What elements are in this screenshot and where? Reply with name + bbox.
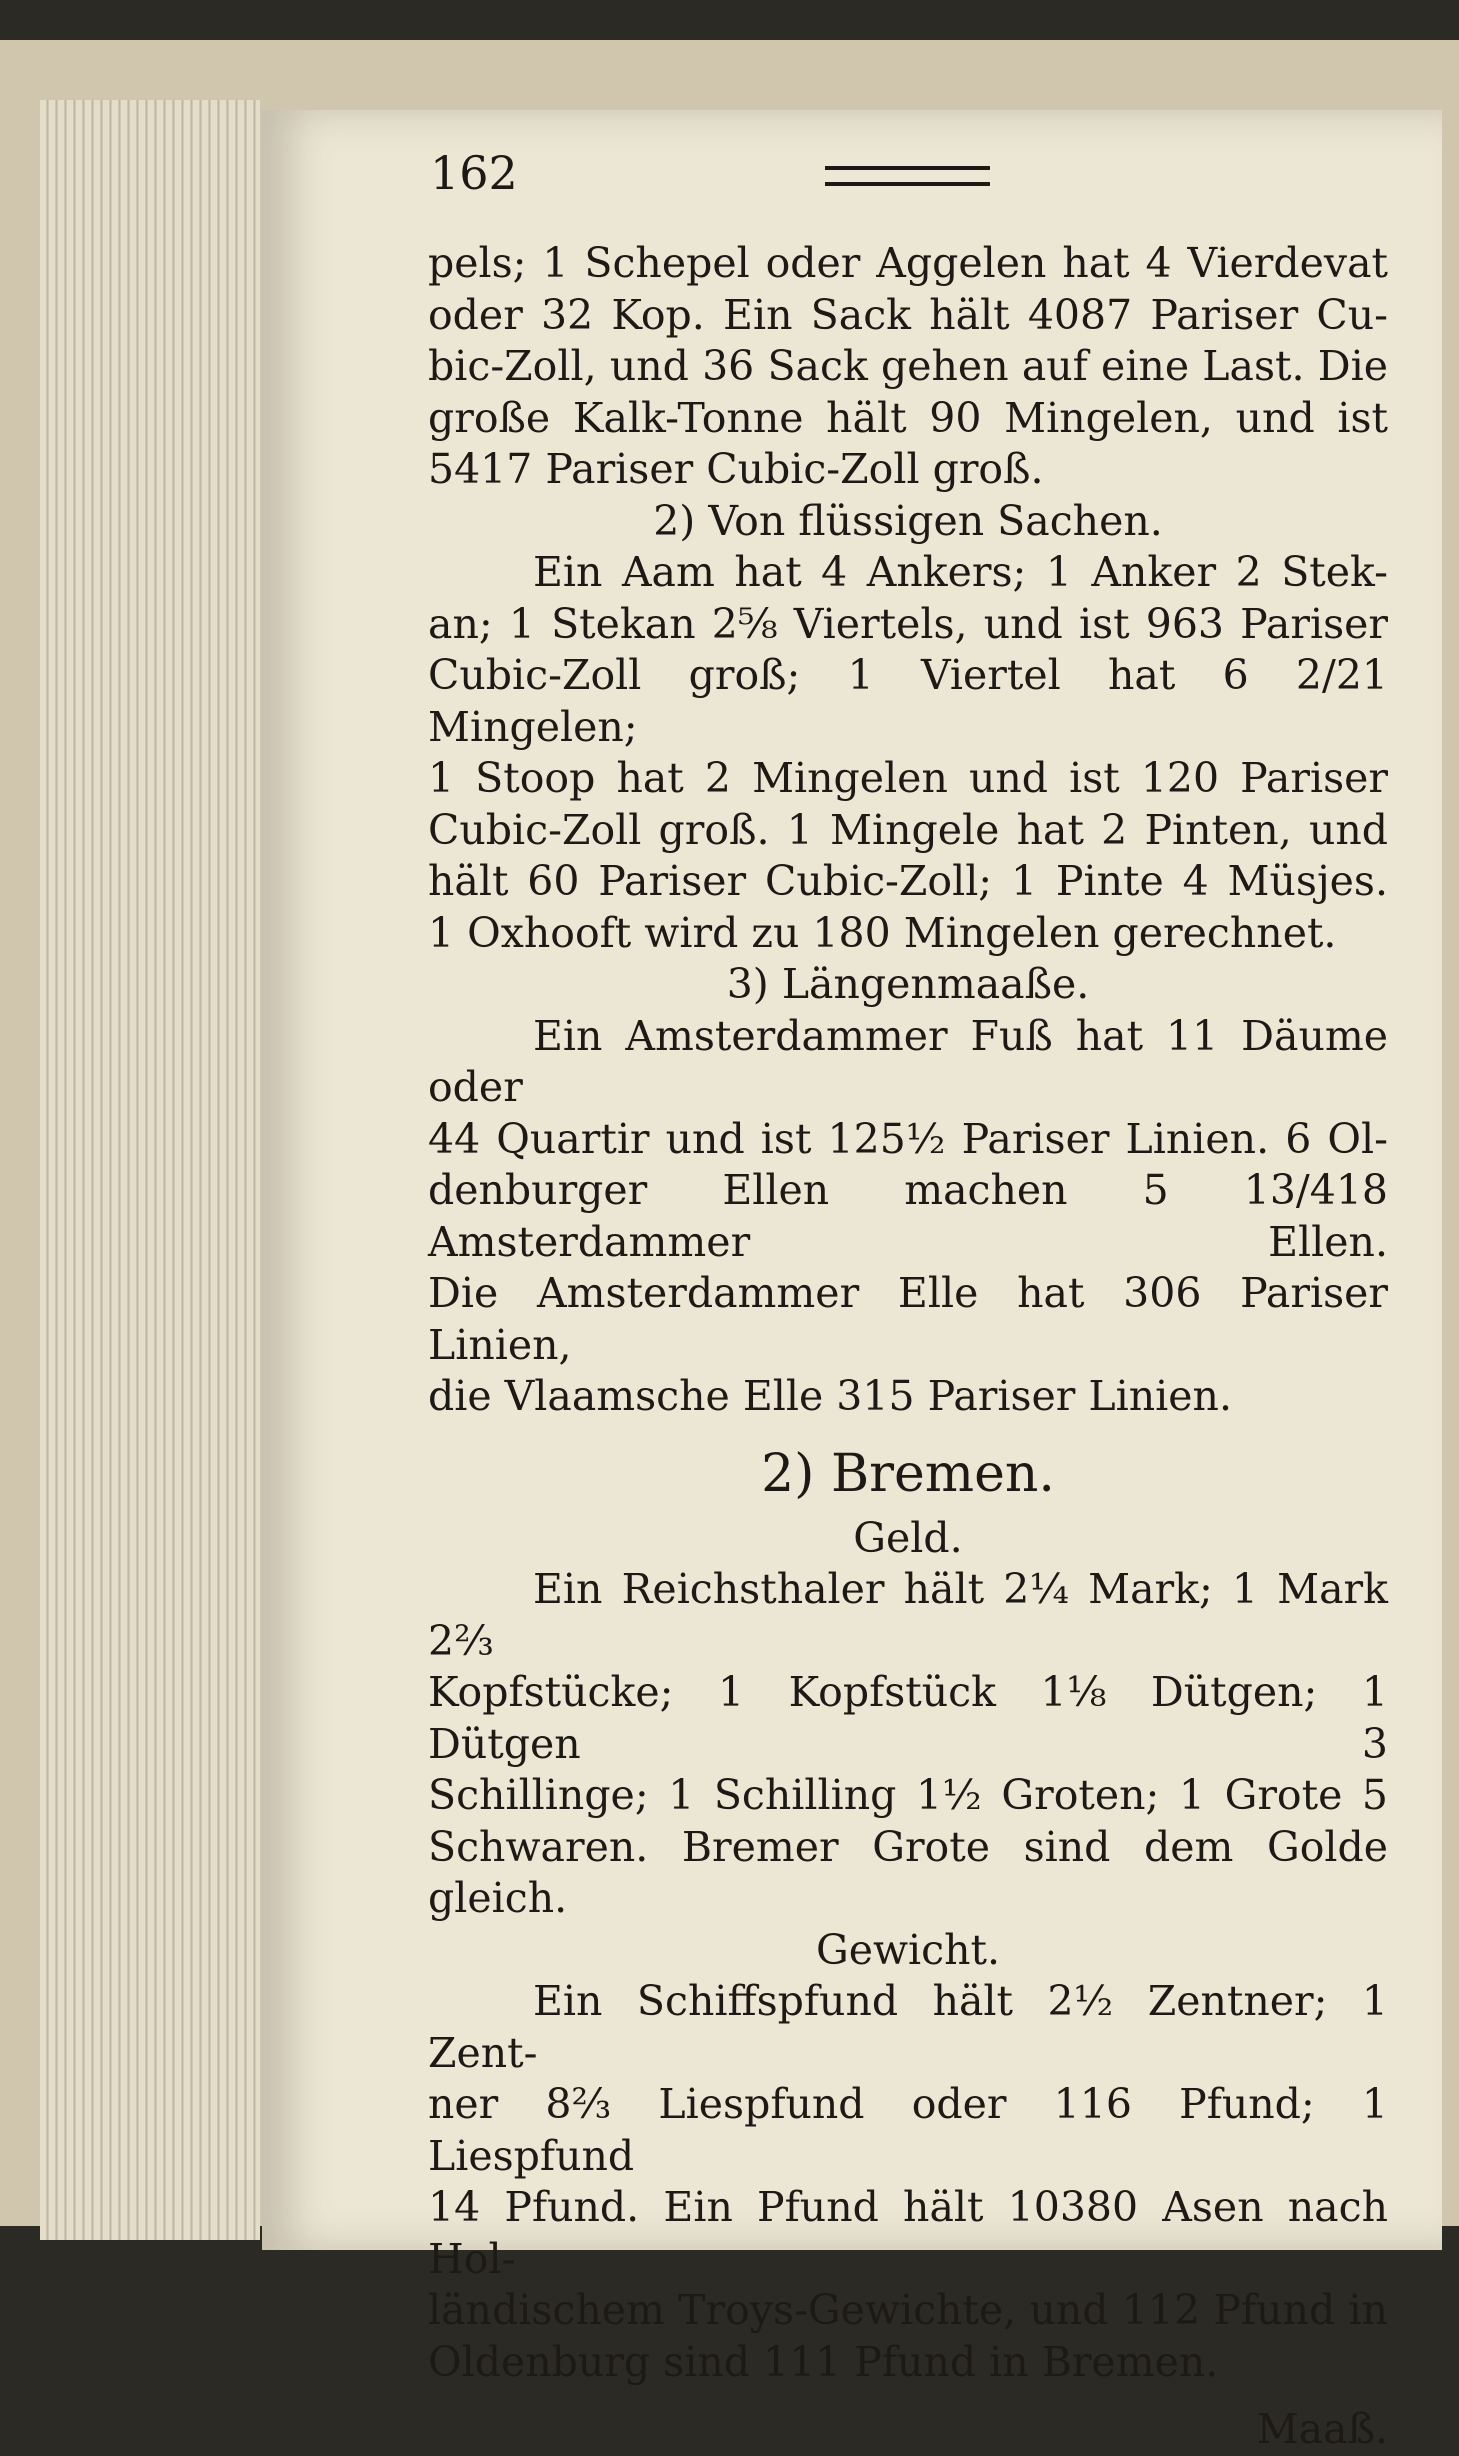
- text-line: Ein Schiffspfund hält 2½ Zentner; 1 Zent-: [428, 1977, 1388, 2077]
- text-line: Cubic-Zoll groß; 1 Viertel hat 6 2/21 Mingelen;: [428, 651, 1388, 751]
- text-line: Kopfstücke; 1 Kopfstück 1⅛ Dütgen; 1 Dütgen 3: [428, 1668, 1388, 1768]
- text-line: oder 32 Kop. Ein Sack hält 4087 Pariser Cu-: [428, 290, 1388, 339]
- text-line: 44 Quartir und ist 125½ Pariser Linien. 6 Ol-: [428, 1114, 1388, 1163]
- header-rule: [825, 166, 990, 186]
- catchword: Maaß.: [1256, 2405, 1388, 2453]
- text-line: Ein Amsterdammer Fuß hat 11 Däume oder: [428, 1011, 1388, 1111]
- text-line: 5417 Pariser Cubic-Zoll groß.: [428, 445, 1044, 493]
- text-line: Die Amsterdammer Elle hat 306 Pariser Linien,: [428, 1269, 1388, 1369]
- page-edges: [40, 100, 260, 2240]
- text-line: 14 Pfund. Ein Pfund hält 10380 Asen nach Hol-: [428, 2183, 1388, 2283]
- text-line: 1 Oxhooft wird zu 180 Mingelen gerechnet.: [428, 908, 1337, 957]
- text-line: 1 Stoop hat 2 Mingelen und ist 120 Pariser: [428, 754, 1388, 802]
- text-line: Oldenburg sind 111 Pfund in Bremen.: [428, 2337, 1219, 2386]
- text-line: Schillinge; 1 Schilling 1½ Groten; 1 Grote 5: [428, 1771, 1388, 1819]
- text-line: die Vlaamsche Elle 315 Pariser Linien.: [428, 1372, 1232, 1420]
- text-line: große Kalk-Tonne hält 90 Mingelen, und ist: [428, 393, 1388, 442]
- text-line: an; 1 Stekan 2⅝ Viertels, und ist 963 Pariser: [428, 599, 1388, 648]
- text-line: denburger Ellen machen 5 13/418 Amsterdammer Ellen.: [428, 1166, 1388, 1266]
- text-line: Ein Aam hat 4 Ankers; 1 Anker 2 Stek-: [533, 548, 1388, 596]
- text-line: hält 60 Pariser Cubic-Zoll; 1 Pinte 4 Müsjes.: [428, 857, 1388, 905]
- text-line: ländischem Troys-Gewichte, und 112 Pfund in: [428, 2286, 1388, 2334]
- text-line: Cubic-Zoll groß. 1 Mingele hat 2 Pinten, und: [428, 805, 1388, 854]
- page-header: [430, 148, 1330, 198]
- money-heading: Geld.: [853, 1513, 963, 1562]
- liquids-heading: 2) Von flüssigen Sachen.: [653, 496, 1163, 545]
- bremen-heading: 2) Bremen.: [761, 1443, 1055, 1504]
- text-line: Schwaren. Bremer Grote sind dem Golde gleich.: [428, 1822, 1388, 1922]
- length-heading: 3) Längenmaaße.: [726, 960, 1090, 1008]
- page-body: [428, 238, 1388, 2456]
- page-number: 162: [430, 146, 518, 200]
- text-line: Ein Reichsthaler hält 2¼ Mark; 1 Mark 2⅔: [428, 1565, 1388, 1665]
- text-line: ner 8⅔ Liespfund oder 116 Pfund; 1 Liespfund: [428, 2080, 1388, 2180]
- text-line: bic-Zoll, und 36 Sack gehen auf eine Last. Die: [428, 342, 1388, 390]
- weight-heading: Gewicht.: [815, 1925, 1001, 1974]
- text-line: pels; 1 Schepel oder Aggelen hat 4 Vierdevat: [428, 239, 1388, 287]
